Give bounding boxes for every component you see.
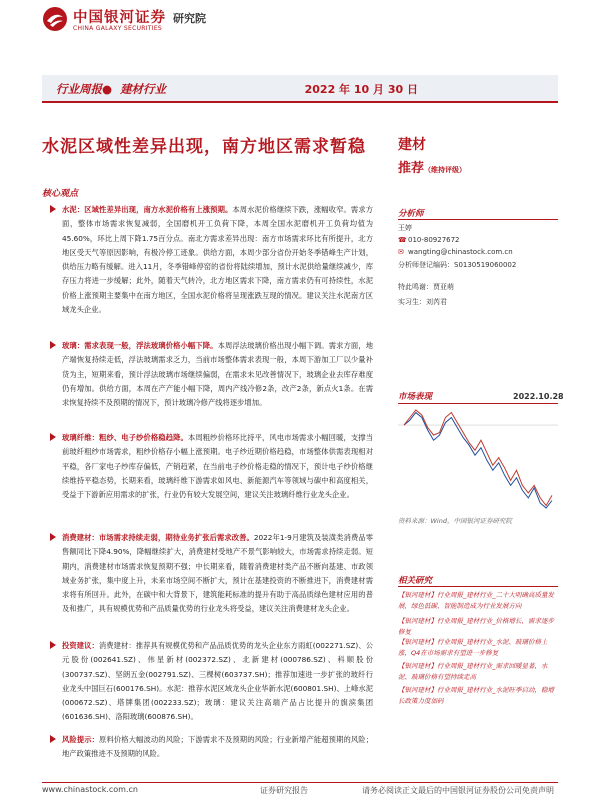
bullet-icon: [50, 533, 56, 541]
divider: [398, 219, 558, 220]
section-cement: 水泥：区域性差异出现，南方水泥价格有上涨预期。本周水泥价格继续下跌，涨幅收窄。需求方面，整体市场需求恢复减弱，全国磨机开工负荷下降，本周全国水泥磨机开工负荷均值为45.60%，环比上周下降1.75百分点。南北方需求差异出现：南方市场需求环比有所提升，北方地区受天气等原因影响，有极冷停工迹象。供给方面，本周少部分省份开始冬季错峰生产计划，供给压力略有缓解。进入11月，冬季错峰停窑的省份将陆续增加，预计水泥供给量继续减少，库存压力将进一步缓解；此外，随着天气转冷，北方地区需求下降，南方需求仍有可持续性，水泥价格上涨预期主要集中在南方地区，全国水泥价格将呈现涨跌互现的情况。建议关注水泥南方区域龙头企业。: [48, 203, 373, 317]
section-glass: 玻璃：需求表现一般，浮法玻璃价格小幅下降。本周浮法玻璃价格出现小幅下调。需求方面，地产端恢复持续走低，浮法玻璃需求乏力，当前市场整体需求表现一般，本周下游加工厂以少量补货为主，短期来看，预计浮法玻璃市场继续偏弱，在需求未见改善情况下，玻璃企业去库存难度仍有增加。供给方面，本周在产产能小幅下降，周内产线冷修2条，改产2条，新点火1条。在需求恢复持续不及预期的情况下，预计玻璃冷修产线将逐步增加。: [48, 339, 373, 410]
related-link-2[interactable]: 【银河建材】行业周报_建材行业_价格增长，需求逐步修复: [398, 617, 554, 636]
report-type-label: 行业周报● 建材行业: [56, 82, 167, 96]
section-investment-advice: 投资建议：消费建材：推荐具有规模优势和产品品质优势的龙头企业东方雨虹(002271.SZ)、公元股份(002641.SZ)、伟星新材(002372.SZ)、北新建材(000786.SZ)、科顺股份(300737.SZ)、坚朗五金(002791.SZ)、三棵树(603737.SH)；推荐加速进一步扩张的玻纤行业龙头中国巨石(600176.SH)。水泥：推荐水泥区域龙头企业华新水泥(600801.SH)、上峰水泥(000672.SZ)、塔牌集团(002233.SZ)；玻璃：建议关注高端产品占比提升的旗滨集团(601636.SH)、洛阳玻璃(600876.SH)。: [48, 639, 373, 725]
related-heading: 相关研究: [398, 576, 433, 586]
sidebar-rating: 推荐（维持评级）: [398, 161, 467, 176]
footer-disclaimer: 请务必阅读正文最后的中国银河证券股份公司免责声明: [362, 786, 554, 795]
chart-series-line-1: [404, 413, 552, 509]
institute-label: 研究院: [173, 12, 206, 25]
analyst-heading: 分析师: [398, 209, 424, 219]
related-link-5[interactable]: 【银河建材】行业周报_建材行业_水泥旺季启动，稳增长政策力度加码: [398, 686, 554, 705]
report-title: 水泥区域性差异出现，南方地区需求暂稳: [42, 137, 366, 157]
related-link-3[interactable]: 【银河建材】行业周报_建材行业_水泥、玻璃价格上涨，Q4在市场需求有望进一步修复: [398, 638, 548, 657]
chart-heading: 市场表现: [398, 392, 433, 402]
bullet-icon: [50, 433, 56, 441]
analyst-phone: ☎010-80927672: [398, 236, 460, 244]
analyst-name: 王婷: [398, 224, 412, 232]
section-consumer-building-materials: 消费建材：市场需求持续走弱，期待业务扩张后需求改善。2022年1-9月建筑及装潢类消费品零售额同比下降4.90%，降幅继续扩大，消费建材受地产不景气影响较大，市场需求持续走弱。短期内，消费建材市场需求恢复预期不强；中长期来看，随着消费建材类产品不断向基建、市政领域业务扩张，集中度上升，未来市场空间不断扩大，预计在基建投资的不断推进下，消费建材需求将有所回升。此外，在碳中和大背景下，建筑能耗标准的提升有助于高品质绿色建材应用的普及和推广，具有规模优势和产品质量优势的行业龙头将受益，建议关注消费建材龙头企业。: [48, 531, 373, 617]
logo-english: CHINA GALAXY SECURITIES: [73, 25, 163, 32]
section-glass-fiber: 玻璃纤维：粗纱、电子纱价格稳趋降。本周粗纱价格环比持平，风电市场需求小幅回暖，支撑当前玻纤粗纱市场需求，粗纱价格存小幅上涨预期。电子纱近期价格趋稳，市场整体供需表现相对平稳，各厂家电子纱库存偏低，产销趋紧，在当前电子纱价格走稳的情况下，预计电子纱价格继续维持平稳态势，长期来看，玻璃纤维下游需求如风电、新能源汽车等领域与碳中和高度相关，受益于下游新应用需求的扩张，行业仍有较大发展空间，建议关注玻璃纤维行业龙头企业。: [48, 431, 373, 502]
footer-doc-type: 证券研究报告: [260, 786, 308, 795]
chart-date: 2022.10.28: [513, 392, 564, 401]
report-band: [42, 75, 558, 103]
phone-icon: ☎: [398, 236, 407, 244]
galaxy-logo-icon: [42, 6, 68, 32]
intern: 实习生：刘芮君: [398, 298, 447, 306]
footer-divider: [42, 782, 558, 783]
bullet-icon: [50, 641, 56, 649]
market-performance-chart: [398, 404, 558, 514]
related-link-1[interactable]: 【银河建材】行业周报_建材行业_二十大明确高质量发展，绿色低碳、智能制造成为行业发展方向: [398, 591, 554, 610]
chart-source: 资料来源：Wind，中国银河证券研究院: [398, 517, 512, 525]
section-risk-warning: 风险提示：原料价格大幅波动的风险；下游需求不及预期的风险；行业新增产能超预期的风险；地产政策推进不及预期的风险。: [48, 733, 373, 762]
core-views-label: 核心观点: [42, 189, 79, 199]
related-link-4[interactable]: 【银河建材】行业周报_建材行业_需求回暖显著，水泥、玻璃价格有望持续走高: [398, 662, 548, 681]
divider: [398, 586, 558, 587]
bullet-icon: [50, 205, 56, 213]
mail-icon: ✉: [398, 248, 404, 256]
report-date: 2022 年 10 月 30 日: [304, 83, 418, 96]
analyst-cert: 分析师登记编码：S0130519060002: [398, 261, 517, 269]
logo-chinese: 中国银河证券: [73, 10, 166, 26]
bullet-icon: [50, 341, 56, 349]
core-views: [48, 201, 373, 778]
sidebar-industry: 建材: [398, 137, 426, 153]
bullet-icon: [50, 735, 56, 743]
analyst-email[interactable]: ✉ wangting@chinastock.com.cn: [398, 248, 513, 256]
acknowledgement: 特此鸣谢：贾亚萌: [398, 283, 454, 291]
footer-url[interactable]: www.chinastock.com.cn: [42, 785, 138, 794]
chart-series-line-2: [404, 410, 552, 506]
